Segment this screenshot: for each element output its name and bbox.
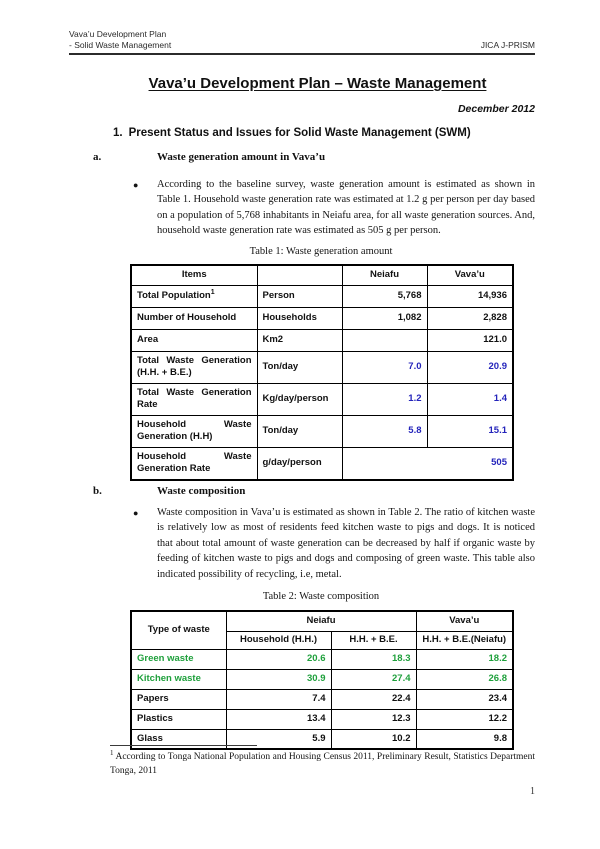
table-2-type-cell: Plastics — [131, 709, 226, 729]
table-1-unit-cell: Person — [257, 285, 342, 307]
table-1-column-header-3: Vava’u — [427, 265, 513, 285]
page-number: 1 — [530, 786, 535, 797]
subsection-b-title: Waste composition — [157, 485, 246, 497]
table-2-subcol-household: Household (H.H.) — [226, 631, 331, 649]
table-2-value-0: 7.4 — [226, 689, 331, 709]
table-2-value-0: 30.9 — [226, 669, 331, 689]
table-2-type-cell: Glass — [131, 729, 226, 749]
table-1-unit-cell: Km2 — [257, 329, 342, 351]
subsection-a-label: a. — [93, 151, 102, 163]
table-2-value-2: 9.8 — [416, 729, 513, 749]
table-2-row — [131, 669, 513, 689]
bullet-icon: ● — [133, 180, 139, 190]
table-1-item-cell: Number of Household — [131, 307, 257, 329]
table-2-value-2: 26.8 — [416, 669, 513, 689]
table-2-value-0: 20.6 — [226, 649, 331, 669]
footnote-marker: 1 — [110, 748, 114, 757]
table-2-value-2: 18.2 — [416, 649, 513, 669]
table-1-vavau-value: 14,936 — [427, 285, 513, 307]
table-2-row — [131, 649, 513, 669]
table-1-row — [131, 329, 513, 351]
table-1-neiafu-value: 7.0 — [342, 351, 427, 383]
table-2-waste-composition — [130, 610, 514, 750]
table-1-unit-cell: Ton/day — [257, 415, 342, 447]
table-1-item-cell: Household Waste Generation (H.H) — [131, 415, 257, 447]
table-1-neiafu-value: 5.8 — [342, 415, 427, 447]
running-header — [69, 29, 535, 55]
paragraph-a-text: According to the baseline survey, waste generation amount is estimated as shown in Table 1. Household waste generation rate was estimated at 1.2 g per person per day based on a population of 5,768 inhabitants in Neiafu area, for all waste generation sources. And, household waste generation rate was estimated as 505 g per person. — [157, 179, 535, 237]
table-1-caption: Table 1: Waste generation amount — [249, 246, 393, 257]
table-2-value-2: 23.4 — [416, 689, 513, 709]
table-2-type-cell: Green waste — [131, 649, 226, 669]
table-1-item-cell: Total Population$^1$ — [131, 285, 257, 307]
document-date: December 2012 — [457, 103, 535, 115]
table-1-waste-generation — [130, 264, 514, 481]
subsection-a-heading — [93, 151, 535, 163]
paragraph-b — [133, 505, 535, 582]
table-1-unit-cell: g/day/person — [257, 447, 342, 480]
footnote-text: According to Tonga National Population and Housing Census 2011, Preliminary Result, Statistics Department Tonga, 2011 — [110, 752, 535, 776]
document-title: Vava’u Development Plan – Waste Management — [148, 75, 487, 92]
table-1-row — [131, 447, 513, 480]
table-1-column-header-0: Items — [131, 265, 257, 285]
subsection-b-heading — [93, 485, 535, 497]
table-1-column-header-1 — [257, 265, 342, 285]
table-2-group-vavau: Vava’u — [416, 611, 513, 631]
running-header-line1: Vava’u Development Plan — [69, 29, 167, 39]
table-1-row — [131, 383, 513, 415]
table-1-vavau-value: 121.0 — [427, 329, 513, 351]
table-1-vavau-value: 2,828 — [427, 307, 513, 329]
table-2-type-cell: Kitchen waste — [131, 669, 226, 689]
table-2-group-neiafu: Neiafu — [226, 611, 416, 631]
table-2-subcol-hh-be: H.H. + B.E. — [331, 631, 416, 649]
table-2-col-type: Type of waste — [131, 611, 226, 649]
table-1-vavau-value: 1.4 — [427, 383, 513, 415]
running-header-line2: - Solid Waste Management — [69, 39, 172, 50]
subsection-b-label: b. — [93, 485, 102, 497]
section-1-number: 1. — [113, 127, 123, 139]
table-1-header-row — [131, 265, 513, 285]
paragraph-a — [133, 177, 535, 239]
table-1-row — [131, 415, 513, 447]
table-1-item-cell: Total Waste Generation (H.H. + B.E.) — [131, 351, 257, 383]
table-2-value-0: 5.9 — [226, 729, 331, 749]
running-header-left — [69, 29, 171, 50]
table-2-subcol-hh-be-neiafu: H.H. + B.E.(Neiafu) — [416, 631, 513, 649]
table-1-row — [131, 307, 513, 329]
table-2-value-1: 12.3 — [331, 709, 416, 729]
table-1-unit-cell: Households — [257, 307, 342, 329]
table-1-vavau-value: 15.1 — [427, 415, 513, 447]
table-2-value-2: 12.2 — [416, 709, 513, 729]
table-1-unit-cell: Ton/day — [257, 351, 342, 383]
table-1-unit-cell: Kg/day/person — [257, 383, 342, 415]
table-2-value-1: 18.3 — [331, 649, 416, 669]
table-1-row — [131, 285, 513, 307]
table-1-neiafu-value — [342, 329, 427, 351]
section-1-title: Present Status and Issues for Solid Waste Management (SWM) — [128, 127, 471, 139]
bullet-icon: ● — [133, 508, 139, 518]
table-2-row — [131, 709, 513, 729]
footnote — [110, 748, 535, 778]
table-1-vavau-value: 20.9 — [427, 351, 513, 383]
table-1-column-header-2: Neiafu — [342, 265, 427, 285]
table-1-value-cell-merged: 505 — [342, 447, 513, 480]
paragraph-b-text: Waste composition in Vava’u is estimated as shown in Table 2. The ratio of kitchen waste is relatively low as most of residents feed kitchen waste to pigs and dogs. It is noticed that about total amount of waste generation can be decreased by half if organic waste by feeding of kitchen waste to pigs and dogs and composing of green waste. This table also indicated possibility of recycling, i.e, metal. — [157, 507, 535, 580]
table-1-neiafu-value: 1,082 — [342, 307, 427, 329]
table-2-value-1: 22.4 — [331, 689, 416, 709]
running-header-right: JICA J-PRISM — [480, 40, 535, 50]
table-2-caption: Table 2: Waste composition — [262, 591, 380, 602]
table-1-row — [131, 351, 513, 383]
table-2-type-cell: Papers — [131, 689, 226, 709]
table-2-row — [131, 729, 513, 749]
table-1-neiafu-value: 5,768 — [342, 285, 427, 307]
table-1-item-cell: Area — [131, 329, 257, 351]
table-1-item-cell: Household Waste Generation Rate — [131, 447, 257, 480]
subsection-a-title: Waste generation amount in Vava’u — [157, 151, 326, 163]
table-1-neiafu-value: 1.2 — [342, 383, 427, 415]
footnote-separator — [110, 745, 257, 746]
table-1-item-cell: Total Waste Generation Rate — [131, 383, 257, 415]
table-2-value-1: 10.2 — [331, 729, 416, 749]
table-2-value-1: 27.4 — [331, 669, 416, 689]
section-1-heading — [113, 127, 535, 139]
footnote-reference: 1 — [210, 288, 215, 296]
table-2-value-0: 13.4 — [226, 709, 331, 729]
table-2-row — [131, 689, 513, 709]
table-2-header-row-1 — [131, 611, 513, 631]
